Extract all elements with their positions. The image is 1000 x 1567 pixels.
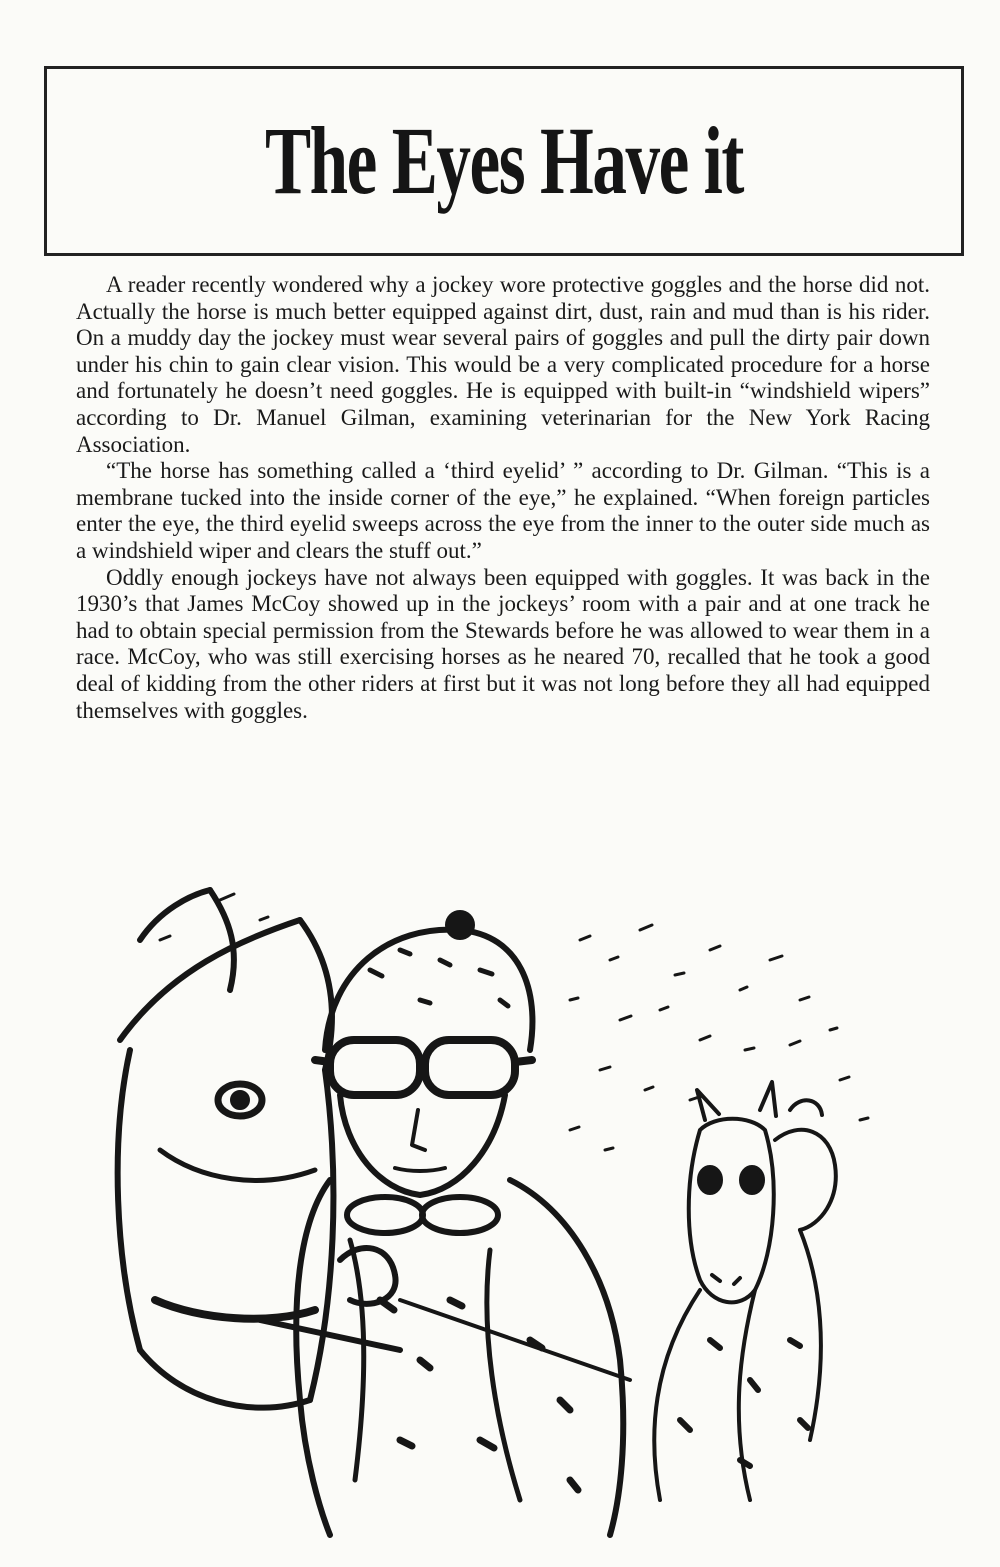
paragraph-2: “The horse has something called a ‘third eyelid’ ” according to Dr. Gilman. “This is a membrane tucked into the inside corner of the eye,” he explained. “When foreign particles enter the eye, the third eyelid sweeps across the eye from the inner to the outer side much as a windshield wiper and clears the stuff out.” xyxy=(76,458,930,563)
paragraph-1: A reader recently wondered why a jockey wore protective goggles and the horse did not. Actually the horse is much better equipped against dirt, dust, rain and mud than is his rider. On a muddy day the jockey must wear several pairs of goggles and pull the dirty pair down under his chin to gain clear vision. This would be a very complicated procedure for a horse and fortunately he doesn’t need goggles. He is equipped with built-in “windshield wipers” according to Dr. Manuel Gilman, examining veterinarian for the New York Racing Association. xyxy=(76,272,930,457)
horse-and-rider-right xyxy=(654,1082,835,1500)
paragraph-3: Oddly enough jockeys have not always been equipped with goggles. It was back in the 1930’s that James McCoy showed up in the jockeys’ room with a pair and at one track he had to obtain special permission from the Stewards before he was allowed to wear them in a race. McCoy, who was still exercising horses as he neared 70, recalled that he took a good deal of kidding from the other riders at first but it was not long before they all had equipped themselves with goggles. xyxy=(76,564,930,723)
page-title: The Eyes Have it xyxy=(264,107,744,214)
jockey-figure xyxy=(296,913,630,1535)
article-body xyxy=(76,272,930,724)
jockey-illustration xyxy=(100,880,920,1540)
title-box xyxy=(44,66,964,256)
